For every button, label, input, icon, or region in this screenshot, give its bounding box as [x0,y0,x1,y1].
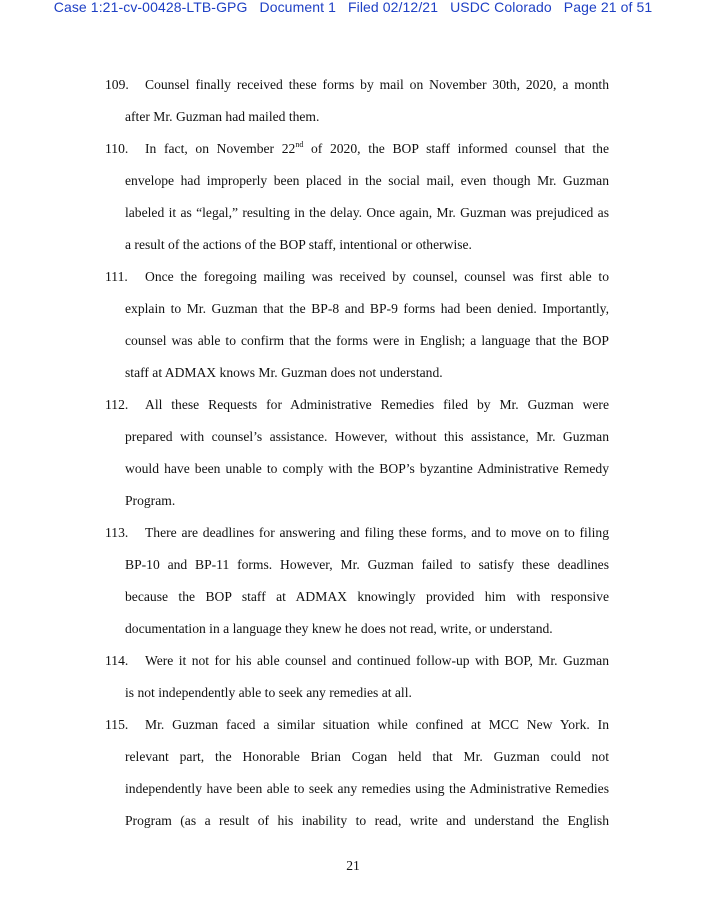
case-number: Case 1:21-cv-00428-LTB-GPG [53,0,248,15]
paragraph-line: staff at ADMAX knows Mr. Guzman does not understand. [125,365,443,380]
court-name: USDC Colorado [450,0,552,15]
paragraph-line: In fact, on November 22nd of 2020, the BOP staff informed counsel that the [145,140,609,156]
paragraph-111 [0,267,706,395]
paragraph-line: is not independently able to seek any remedies at all. [125,685,412,700]
paragraph-line: prepared with counsel’s assistance. However, without this assistance, Mr. Guzman [125,429,609,444]
paragraph-line: independently have been able to seek any remedies using the Administrative Remedies [125,781,609,796]
paragraph-line: would have been unable to comply with the BOP’s byzantine Administrative Remedy [125,461,609,476]
paragraph-number: 111. [105,269,128,284]
paragraph-115 [0,715,706,843]
paragraph-line: All these Requests for Administrative Remedies filed by Mr. Guzman were [145,397,609,412]
paragraph-number: 113. [105,525,129,540]
paragraph-line: Program (as a result of his inability to read, write and understand the English [125,813,609,828]
paragraph-110 [0,139,706,267]
paragraph-line: after Mr. Guzman had mailed them. [125,109,320,124]
paragraph-line: There are deadlines for answering and filing these forms, and to move on to filing [145,525,609,540]
paragraph-number: 115. [105,717,129,732]
paragraph-line: a result of the actions of the BOP staff, intentional or otherwise. [125,237,472,252]
filed-date: Filed 02/12/21 [347,0,439,15]
paragraph-line: counsel was able to confirm that the forms were in English; a language that the BOP [125,333,609,348]
paragraph-109 [0,75,706,139]
paragraph-line: Once the foregoing mailing was received by counsel, counsel was first able to [145,269,609,284]
paragraph-113 [0,523,706,651]
ecf-header [0,0,706,14]
paragraph-line: Program. [125,493,176,508]
paragraph-line: documentation in a language they knew he does not read, write, or understand. [125,621,553,636]
paragraph-line: explain to Mr. Guzman that the BP-8 and BP-9 forms had been denied. Importantly, [125,301,609,316]
paragraph-line: Mr. Guzman faced a similar situation while confined at MCC New York. In [145,717,609,732]
paragraph-line: labeled it as “legal,” resulting in the delay. Once again, Mr. Guzman was prejudiced as [125,205,609,220]
paragraph-112 [0,395,706,523]
ordinal-superscript: nd [295,140,304,149]
paragraph-number: 109. [105,77,129,92]
paragraph-line: BP-10 and BP-11 forms. However, Mr. Guzman failed to satisfy these deadlines [125,557,609,572]
paragraph-line: relevant part, the Honorable Brian Cogan held that Mr. Guzman could not [125,749,609,764]
paragraph-line: envelope had improperly been placed in the social mail, even though Mr. Guzman [125,173,609,188]
paragraph-number: 114. [105,653,129,668]
page-number: 21 [346,858,360,873]
page-indicator: Page 21 of 51 [563,0,653,15]
paragraph-number: 110. [105,141,129,156]
document-number: Document 1 [259,0,336,15]
paragraph-114 [0,651,706,715]
document-body [0,75,706,843]
paragraph-number: 112. [105,397,129,412]
paragraph-line: because the BOP staff at ADMAX knowingly provided him with responsive [125,589,609,604]
paragraph-line: Counsel finally received these forms by mail on November 30th, 2020, a month [145,77,609,92]
paragraph-line: Were it not for his able counsel and continued follow-up with BOP, Mr. Guzman [145,653,609,668]
